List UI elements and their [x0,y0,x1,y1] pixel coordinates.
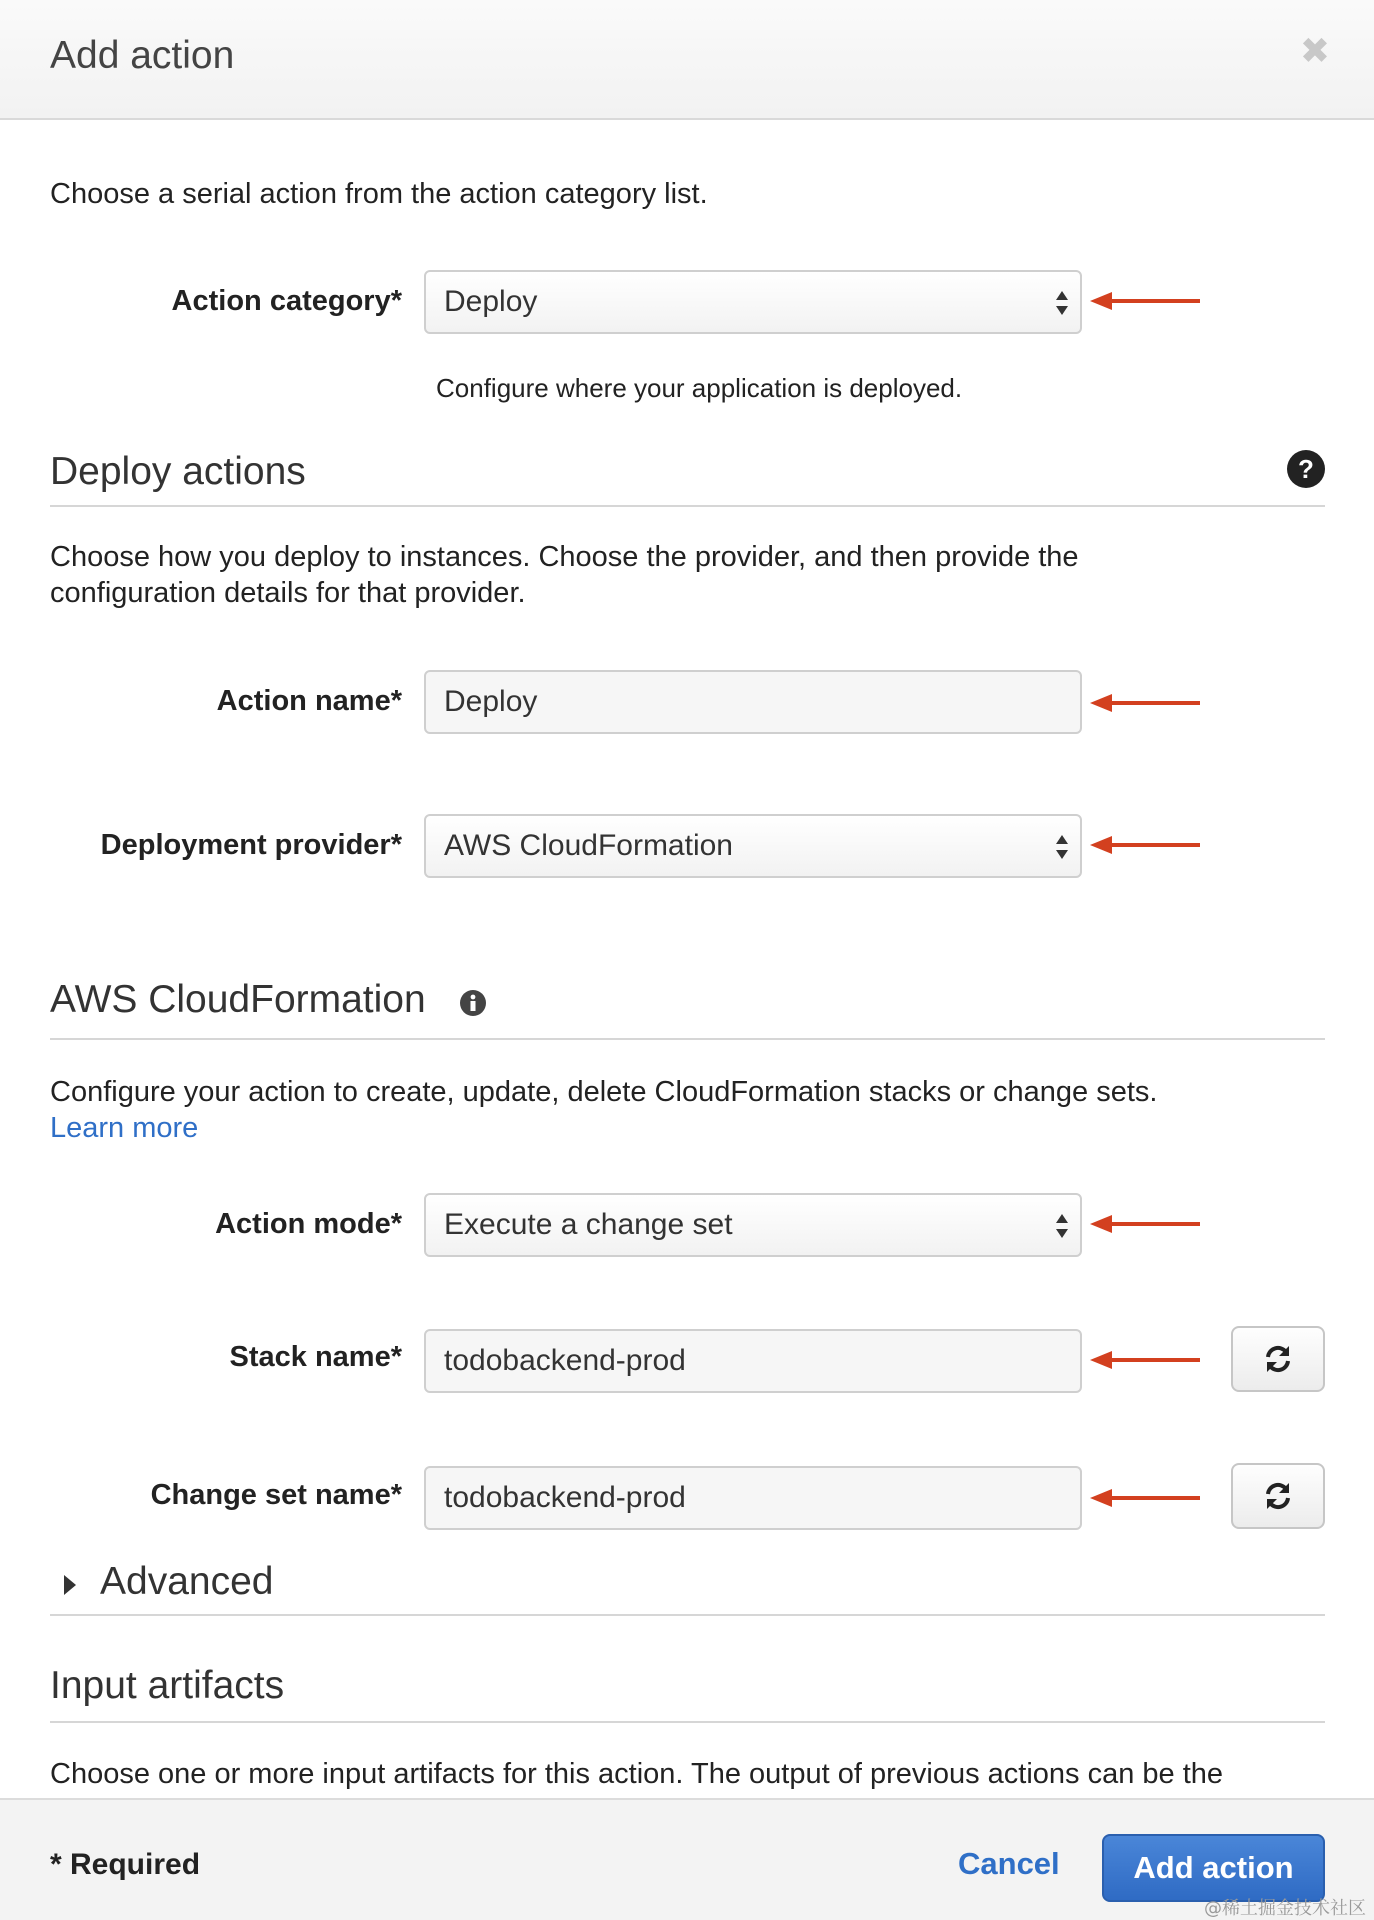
info-icon[interactable] [459,989,487,1017]
section-divider [50,1038,1325,1040]
deploy-actions-description-1: Choose how you deploy to instances. Choose the provider, and then provide the [50,541,1079,573]
annotation-arrow [1090,833,1200,857]
dialog-header [0,0,1374,120]
intro-text: Choose a serial action from the action category list. [50,178,708,210]
annotation-arrow [1090,1212,1200,1236]
action-category-value: Deploy [444,285,538,318]
refresh-icon [1262,1480,1294,1512]
close-icon[interactable]: ✖ [1299,30,1330,71]
deploy-actions-heading: Deploy actions [50,450,306,493]
deployment-provider-select[interactable] [424,814,1082,878]
action-mode-label: Action mode* [215,1208,402,1240]
watermark: @稀土掘金技术社区 [1204,1898,1366,1919]
stack-name-value: todobackend-prod [444,1344,686,1377]
annotation-arrow [1090,1348,1200,1372]
action-category-help: Configure where your application is deployed. [436,373,963,403]
deployment-provider-label: Deployment provider* [100,829,402,861]
updown-icon [1054,1210,1070,1242]
change-set-name-input[interactable] [424,1466,1082,1530]
advanced-label: Advanced [100,1560,274,1603]
action-name-value: Deploy [444,685,538,718]
deployment-provider-value: AWS CloudFormation [444,829,733,862]
action-mode-value: Execute a change set [444,1208,733,1241]
action-name-label: Action name* [216,685,402,717]
action-name-input[interactable] [424,670,1082,734]
action-mode-select[interactable] [424,1193,1082,1257]
updown-icon [1054,287,1070,319]
svg-text:?: ? [1298,454,1314,484]
change-set-name-value: todobackend-prod [444,1481,686,1514]
section-divider [50,1614,1325,1616]
help-icon[interactable] [1286,449,1326,489]
refresh-stack-button[interactable] [1231,1326,1325,1392]
add-action-button[interactable]: Add action [1102,1834,1325,1902]
dialog-title: Add action [50,34,235,77]
refresh-icon [1262,1343,1294,1375]
updown-icon [1054,831,1070,863]
annotation-arrow [1090,691,1200,715]
cloudformation-description: Configure your action to create, update, delete CloudFormation stacks or change sets. [50,1076,1158,1108]
action-category-label: Action category* [171,285,402,317]
deploy-actions-description-2: configuration details for that provider. [50,577,526,609]
cancel-button[interactable]: Cancel [958,1846,1060,1881]
input-artifacts-heading: Input artifacts [50,1664,285,1707]
stack-name-input[interactable] [424,1329,1082,1393]
input-artifacts-description: Choose one or more input artifacts for this action. The output of previous actions can be the [50,1758,1224,1790]
required-note: * Required [50,1848,201,1881]
annotation-arrow [1090,1486,1200,1510]
section-divider [50,505,1325,507]
cloudformation-heading: AWS CloudFormation [50,978,426,1021]
action-category-select[interactable] [424,270,1082,334]
refresh-change-set-button[interactable] [1231,1463,1325,1529]
learn-more-link[interactable]: Learn more [50,1112,199,1144]
caret-right-icon [62,1573,78,1597]
dialog-footer [0,1798,1374,1920]
stack-name-label: Stack name* [229,1341,402,1373]
change-set-name-label: Change set name* [150,1479,402,1511]
section-divider [50,1721,1325,1723]
annotation-arrow [1090,289,1200,313]
